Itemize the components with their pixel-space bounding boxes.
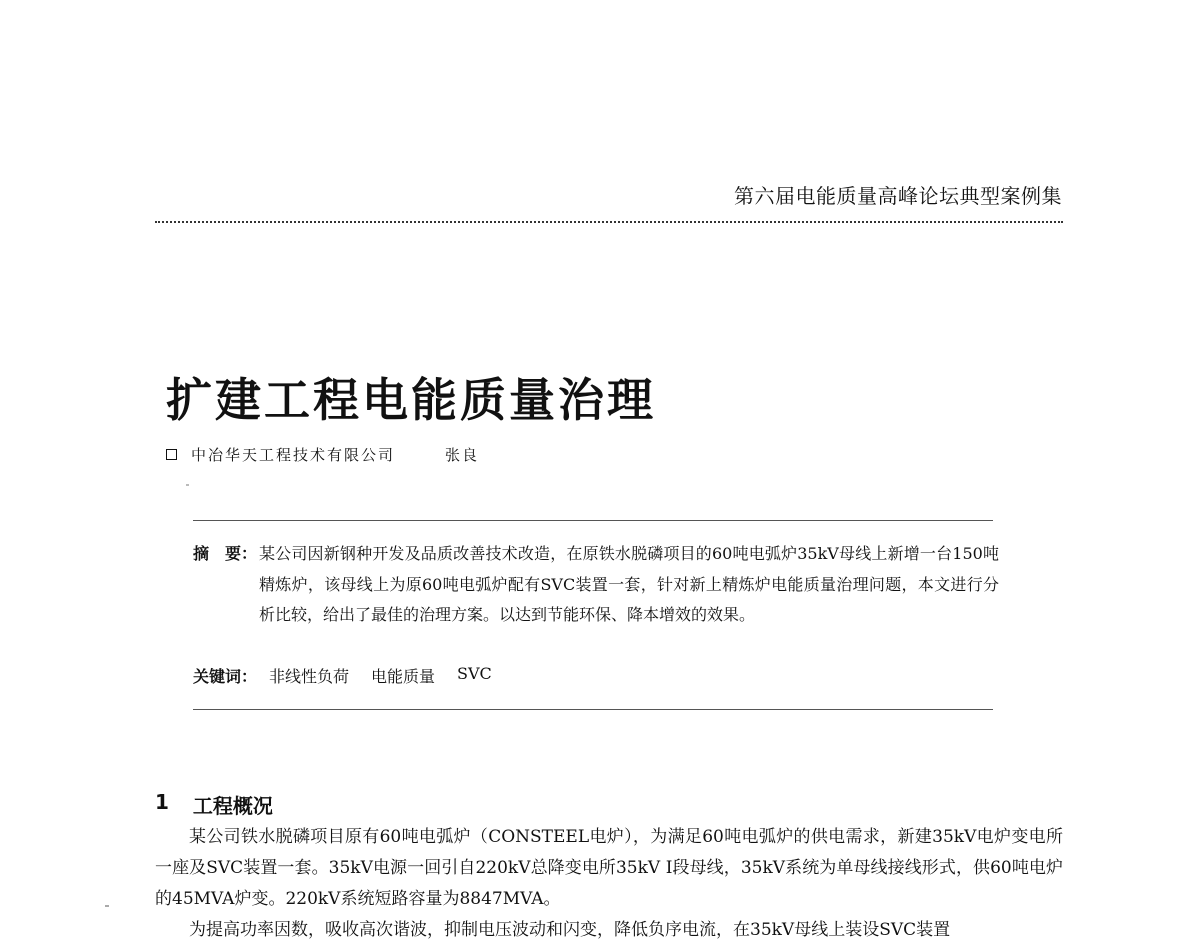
abstract-label: 摘 要： (193, 544, 258, 563)
scan-speck (186, 484, 189, 486)
article-title: 扩建工程电能质量治理 (166, 373, 656, 427)
keyword-item: 非线性负荷 (269, 667, 350, 686)
affiliation: 中冶华天工程技术有限公司 (191, 446, 396, 464)
running-header: 第六届电能质量高峰论坛典型案例集 (734, 184, 1062, 208)
header-divider (155, 221, 1063, 223)
scan-speck (105, 905, 109, 907)
keywords-label: 关键词： (193, 667, 258, 686)
abstract (193, 539, 999, 631)
box-bullet-icon (166, 449, 177, 460)
section-heading (155, 790, 273, 819)
section-number: 1 (155, 790, 169, 814)
abstract-top-rule (193, 520, 993, 521)
keyword-item: SVC (457, 664, 492, 683)
section-body (155, 822, 1063, 946)
abstract-text: 某公司因新钢种开发及品质改善技术改造，在原铁水脱磷项目的60吨电弧炉35kV母线上新增一台150吨精炼炉，该母线上为原60吨电弧炉配有SVC装置一套，针对新上精炼炉电能质量治理问题，本文进行分析比较，给出了最佳的治理方案。以达到节能环保、降本增效的效果。 (259, 544, 999, 624)
author-name: 张良 (445, 446, 480, 464)
body-paragraph: 为提高功率因数，吸收高次谐波，抑制电压波动和闪变，降低负序电流，在35kV母线上装设SVC装置 (189, 920, 951, 940)
section-title: 工程概况 (192, 794, 273, 818)
author-line (166, 444, 479, 465)
body-paragraph: 某公司铁水脱磷项目原有60吨电弧炉（CONSTEEL电炉），为满足60吨电弧炉的供电需求，新建35kV电炉变电所一座及SVC装置一套。35kV电源一回引自220kV总降变电所35kV I段母线，35kV系统为单母线接线形式，供60吨电炉的45MVA炉变。220kV系统短路容量为8847MVA。 (155, 827, 1063, 909)
keyword-item: 电能质量 (371, 667, 436, 686)
abstract-bottom-rule (193, 709, 993, 710)
keywords (193, 664, 514, 687)
